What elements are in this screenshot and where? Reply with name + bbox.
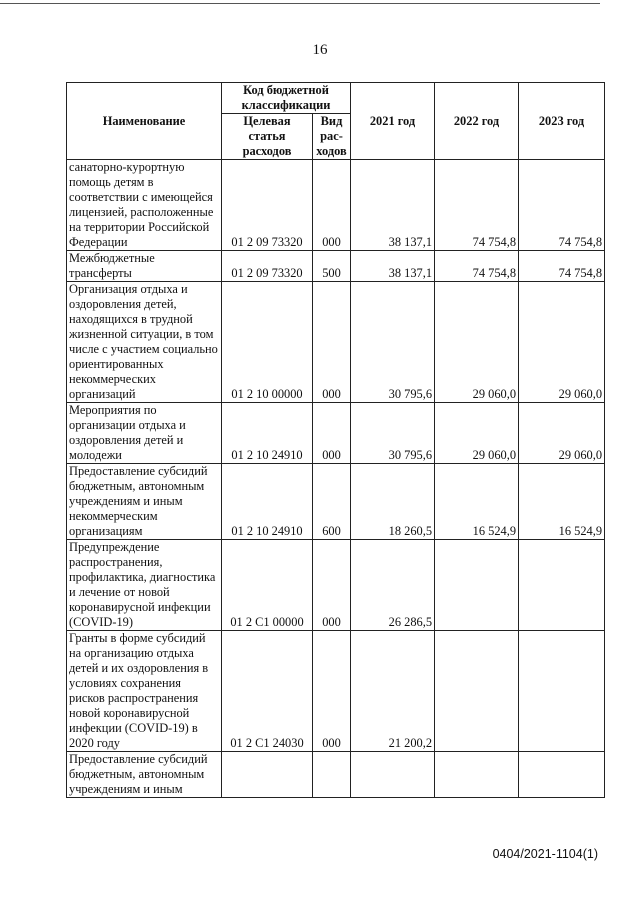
row-code: 01 2 10 00000: [222, 282, 313, 403]
row-2022: 74 754,8: [435, 251, 519, 282]
row-type: 000: [313, 631, 351, 752]
row-2021: 21 200,2: [351, 631, 435, 752]
table-row: [67, 752, 605, 798]
row-name: Гранты в форме субсидий на организацию отдыха детей и их оздоровления в условиях сохранения рисков распространения новой коронавирусной инфекции (COVID-19) в 2020 году: [67, 631, 222, 752]
row-name: санаторно-курортную помощь детям в соответствии с имеющейся лицензией, расположенные на территории Российской Федерации: [67, 160, 222, 251]
row-2022: [435, 752, 519, 798]
row-2023: [519, 752, 605, 798]
header-2021: 2021 год: [351, 83, 435, 160]
header-code-group: Код бюджетной классификации: [222, 83, 351, 114]
table-row: [67, 160, 605, 251]
row-name: Мероприятия по организации отдыха и оздоровления детей и молодежи: [67, 403, 222, 464]
row-code: 01 2 09 73320: [222, 160, 313, 251]
row-2022: 16 524,9: [435, 464, 519, 540]
row-2023: 29 060,0: [519, 403, 605, 464]
row-2021: 38 137,1: [351, 251, 435, 282]
row-2022: 29 060,0: [435, 282, 519, 403]
row-2023: [519, 631, 605, 752]
table-row: [67, 464, 605, 540]
header-expense-type: Вид рас-ходов: [313, 114, 351, 160]
table-row: [67, 282, 605, 403]
page-number: 16: [312, 42, 328, 58]
row-code: 01 2 09 73320: [222, 251, 313, 282]
row-code: 01 2 C1 24030: [222, 631, 313, 752]
row-type: 600: [313, 464, 351, 540]
row-type: 000: [313, 403, 351, 464]
row-2021: 30 795,6: [351, 403, 435, 464]
row-2021: [351, 752, 435, 798]
row-name: Межбюджетные трансферты: [67, 251, 222, 282]
row-2021: 18 260,5: [351, 464, 435, 540]
row-2022: [435, 631, 519, 752]
row-type: 000: [313, 282, 351, 403]
row-code: [222, 752, 313, 798]
table-row: [67, 631, 605, 752]
top-rule: [0, 3, 600, 4]
table-row: [67, 540, 605, 631]
row-code: 01 2 C1 00000: [222, 540, 313, 631]
header-2022: 2022 год: [435, 83, 519, 160]
row-2023: [519, 540, 605, 631]
row-name: Предупреждение распространения, профилактика, диагностика и лечение от новой коронавирусной инфекции (COVID-19): [67, 540, 222, 631]
row-2023: 74 754,8: [519, 160, 605, 251]
row-2022: 29 060,0: [435, 403, 519, 464]
table-row: [67, 403, 605, 464]
header-2023: 2023 год: [519, 83, 605, 160]
document-code: 0404/2021-1104(1): [492, 847, 598, 861]
row-2022: 74 754,8: [435, 160, 519, 251]
table-row: [67, 251, 605, 282]
row-2021: 26 286,5: [351, 540, 435, 631]
row-code: 01 2 10 24910: [222, 403, 313, 464]
header-name: Наименование: [67, 83, 222, 160]
row-2022: [435, 540, 519, 631]
row-type: 500: [313, 251, 351, 282]
row-code: 01 2 10 24910: [222, 464, 313, 540]
header-target-article: Целевая статья расходов: [222, 114, 313, 160]
row-2023: 16 524,9: [519, 464, 605, 540]
row-name: Предоставление субсидий бюджетным, автономным учреждениям и иным: [67, 752, 222, 798]
row-type: [313, 752, 351, 798]
row-2021: 30 795,6: [351, 282, 435, 403]
row-type: 000: [313, 540, 351, 631]
budget-table: [66, 82, 605, 798]
row-2023: 29 060,0: [519, 282, 605, 403]
row-name: Организация отдыха и оздоровления детей, находящихся в трудной жизненной ситуации, в том числе с участием социально ориентированных некоммерческих организаций: [67, 282, 222, 403]
row-type: 000: [313, 160, 351, 251]
row-name: Предоставление субсидий бюджетным, автономным учреждениям и иным некоммерческим организациям: [67, 464, 222, 540]
row-2021: 38 137,1: [351, 160, 435, 251]
row-2023: 74 754,8: [519, 251, 605, 282]
